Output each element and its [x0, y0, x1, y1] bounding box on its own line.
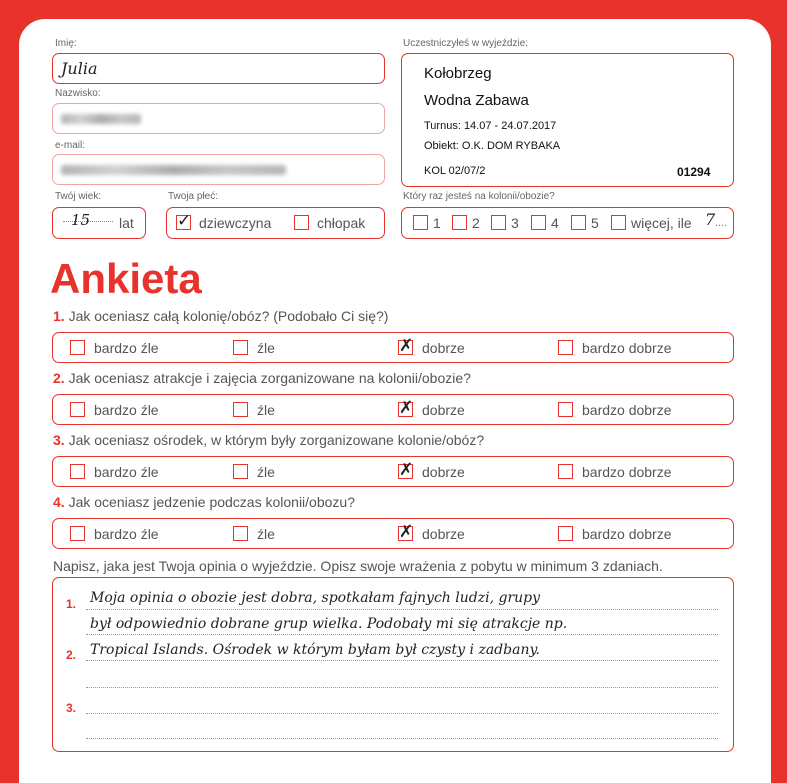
question-number: 1.	[53, 308, 65, 324]
name-label: Imię:	[55, 38, 77, 49]
name-value: Julia	[61, 59, 98, 78]
trip-label: Uczestniczyłeś w wyjeździe:	[403, 38, 529, 49]
rating-checkbox[interactable]	[398, 336, 414, 356]
times-4-label: 4	[551, 215, 559, 231]
rating-label: źle	[257, 402, 275, 418]
opinion-number-1: 1.	[66, 597, 77, 611]
question-1-text	[53, 308, 388, 324]
trip-code: KOL 02/07/2	[424, 165, 486, 177]
times-2-label: 2	[472, 215, 480, 231]
rating-checkbox[interactable]	[398, 398, 414, 418]
writing-line	[86, 660, 718, 661]
age-label: Twój wiek:	[55, 191, 102, 202]
rating-label: źle	[257, 340, 275, 356]
times-field	[401, 207, 734, 239]
cross-mark-icon: ✗	[399, 522, 414, 542]
writing-line	[86, 634, 718, 635]
rating-checkbox[interactable]	[558, 402, 573, 417]
rating-label: bardzo dobrze	[582, 464, 672, 480]
rating-label: bardzo źle	[94, 526, 159, 542]
cross-mark-icon: ✗	[399, 398, 414, 418]
trip-info-box	[401, 53, 734, 187]
times-3-label: 3	[511, 215, 519, 231]
gender-male-label: chłopak	[317, 215, 366, 231]
rating-checkbox[interactable]	[398, 522, 414, 542]
question-text: Jak oceniasz ośrodek, w którym były zorganizowane kolonie/obóz?	[68, 432, 485, 448]
cross-mark-icon: ✗	[399, 336, 414, 356]
gender-male-checkbox[interactable]	[294, 215, 309, 230]
times-label: Który raz jesteś na kolonii/obozie?	[403, 191, 555, 202]
name-field[interactable]	[52, 53, 385, 84]
rating-label: dobrze	[422, 402, 465, 418]
rating-checkbox[interactable]	[558, 340, 573, 355]
times-5-label: 5	[591, 215, 599, 231]
rating-checkbox[interactable]	[558, 526, 573, 541]
opinion-line-2: był odpowiednio dobrane grup wielka. Podobały mi się atrakcje np.	[90, 616, 568, 632]
question-2-text	[53, 370, 471, 386]
age-unit: lat	[119, 215, 134, 231]
writing-line	[86, 609, 718, 610]
rating-checkbox[interactable]	[70, 526, 85, 541]
times-more-label: więcej, ile	[631, 215, 692, 231]
rating-checkbox[interactable]	[233, 402, 248, 417]
trip-object: Obiekt: O.K. DOM RYBAKA	[424, 140, 561, 152]
question-number: 3.	[53, 432, 65, 448]
rating-checkbox[interactable]	[558, 464, 573, 479]
gender-label: Twoja płeć:	[168, 191, 219, 202]
email-label: e-mail:	[55, 140, 86, 151]
trip-turnus: Turnus: 14.07 - 24.07.2017	[424, 120, 557, 132]
times-more-value: 7	[705, 210, 716, 229]
rating-label: dobrze	[422, 526, 465, 542]
opinion-prompt: Napisz, jaka jest Twoja opinia o wyjeździe. Opisz swoje wrażenia z pobytu w minimum 3 zdaniach.	[53, 558, 663, 574]
opinion-number-2: 2.	[66, 648, 77, 662]
rating-label: bardzo dobrze	[582, 526, 672, 542]
times-5-checkbox[interactable]	[571, 215, 586, 230]
gender-female-checkbox[interactable]	[176, 211, 192, 231]
question-text: Jak oceniasz atrakcje i zajęcia zorganizowane na kolonii/obozie?	[68, 370, 471, 386]
surname-label: Nazwisko:	[55, 88, 101, 99]
rating-checkbox[interactable]	[70, 340, 85, 355]
question-3-options	[52, 456, 734, 487]
surname-redacted	[61, 114, 141, 124]
checkmark-icon: ✓	[177, 211, 192, 231]
question-3-text	[53, 432, 484, 448]
opinion-number-3: 3.	[66, 701, 77, 715]
question-number: 4.	[53, 494, 65, 510]
rating-label: bardzo dobrze	[582, 402, 672, 418]
age-value: 15	[71, 211, 91, 229]
times-4-checkbox[interactable]	[531, 215, 546, 230]
opinion-line-1: Moja opinia o obozie jest dobra, spotkałam fajnych ludzi, grupy	[90, 590, 541, 606]
times-1-checkbox[interactable]	[413, 215, 428, 230]
question-4-text	[53, 494, 355, 510]
times-1-label: 1	[433, 215, 441, 231]
trip-title: Wodna Zabawa	[424, 92, 529, 109]
rating-checkbox[interactable]	[70, 464, 85, 479]
rating-label: bardzo dobrze	[582, 340, 672, 356]
rating-label: dobrze	[422, 340, 465, 356]
rating-checkbox[interactable]	[233, 464, 248, 479]
rating-checkbox[interactable]	[70, 402, 85, 417]
email-redacted	[61, 165, 286, 175]
rating-label: bardzo źle	[94, 464, 159, 480]
writing-line	[86, 687, 718, 688]
rating-label: źle	[257, 526, 275, 542]
writing-line	[86, 738, 718, 739]
rating-checkbox[interactable]	[398, 460, 414, 480]
question-text: Jak oceniasz jedzenie podczas kolonii/obozu?	[68, 494, 355, 510]
surname-field[interactable]	[52, 103, 385, 134]
rating-label: bardzo źle	[94, 402, 159, 418]
survey-heading: Ankieta	[50, 255, 202, 302]
question-text: Jak oceniasz całą kolonię/obóz? (Podobało Ci się?)	[68, 308, 389, 324]
question-number: 2.	[53, 370, 65, 386]
gender-field	[166, 207, 385, 239]
trip-number: 01294	[677, 165, 711, 179]
cross-mark-icon: ✗	[399, 460, 414, 480]
times-more-checkbox[interactable]	[611, 215, 626, 230]
rating-checkbox[interactable]	[233, 526, 248, 541]
trip-city: Kołobrzeg	[424, 65, 492, 82]
rating-label: źle	[257, 464, 275, 480]
times-more-dots: ....	[715, 217, 728, 229]
question-4-options	[52, 518, 734, 549]
rating-label: bardzo źle	[94, 340, 159, 356]
times-3-checkbox[interactable]	[491, 215, 506, 230]
question-2-options	[52, 394, 734, 425]
rating-checkbox[interactable]	[233, 340, 248, 355]
times-2-checkbox[interactable]	[452, 215, 467, 230]
opinion-line-3: Tropical Islands. Ośrodek w którym byłam był czysty i zadbany.	[90, 642, 540, 658]
writing-line	[86, 713, 718, 714]
age-field[interactable]	[52, 207, 146, 239]
rating-label: dobrze	[422, 464, 465, 480]
email-field[interactable]	[52, 154, 385, 185]
gender-female-label: dziewczyna	[199, 215, 272, 231]
question-1-options	[52, 332, 734, 363]
